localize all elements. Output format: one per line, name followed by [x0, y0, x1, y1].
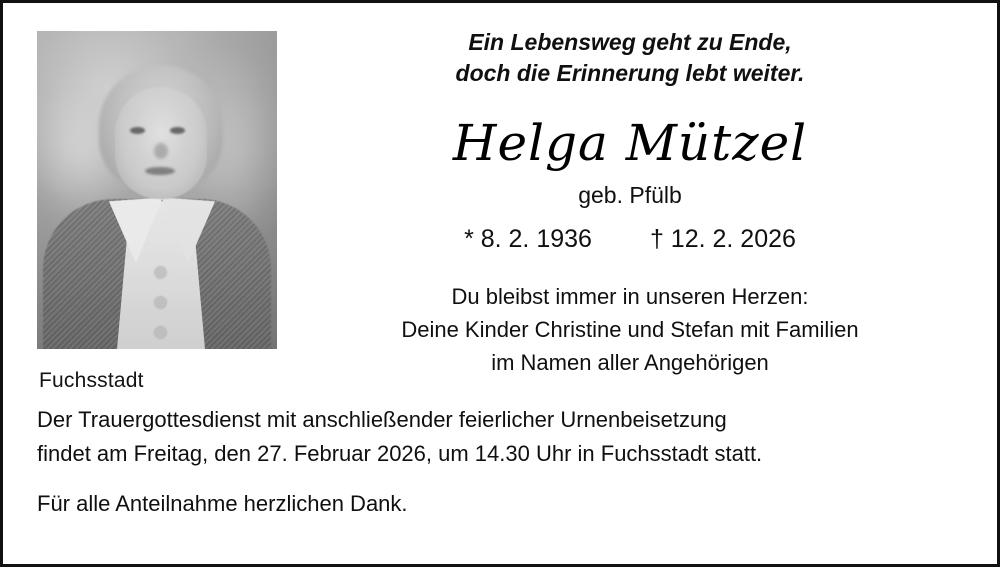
motto-line-2: doch die Erinnerung lebt weiter. — [455, 60, 805, 87]
maiden-name: geb. Pfülb — [578, 181, 682, 208]
thanks-line: Für alle Anteilnahme herzlichen Dank. — [37, 491, 408, 517]
family-line-2: Deine Kinder Christine und Stefan mit Familien — [401, 316, 859, 342]
thanks-note — [37, 487, 997, 521]
card-upper-section — [3, 3, 997, 393]
photo-column — [3, 3, 303, 393]
birth-date: * 8. 2. 1936 — [464, 224, 592, 253]
service-line-1: Der Trauergottesdienst mit anschließender feierlicher Urnenbeisetzung — [37, 407, 727, 432]
motto — [303, 27, 957, 89]
family-line-1: Du bleibst immer in unseren Herzen: — [451, 283, 809, 309]
service-info — [37, 403, 997, 471]
photo-overlay — [37, 31, 277, 349]
card-lower-section — [3, 393, 997, 521]
family-message — [303, 280, 957, 379]
deceased-name: Helga Mützel — [452, 114, 808, 173]
service-line-2: findet am Freitag, den 27. Februar 2026, um 14.30 Uhr in Fuchsstadt statt. — [37, 441, 763, 467]
text-column — [303, 3, 997, 379]
family-line-3: im Namen aller Angehörigen — [491, 349, 769, 375]
place-label: Fuchsstadt — [39, 369, 144, 392]
portrait-photo — [37, 31, 277, 349]
motto-line-1: Ein Lebensweg geht zu Ende, — [468, 29, 792, 55]
life-dates — [303, 225, 957, 254]
death-date: † 12. 2. 2026 — [649, 224, 796, 253]
